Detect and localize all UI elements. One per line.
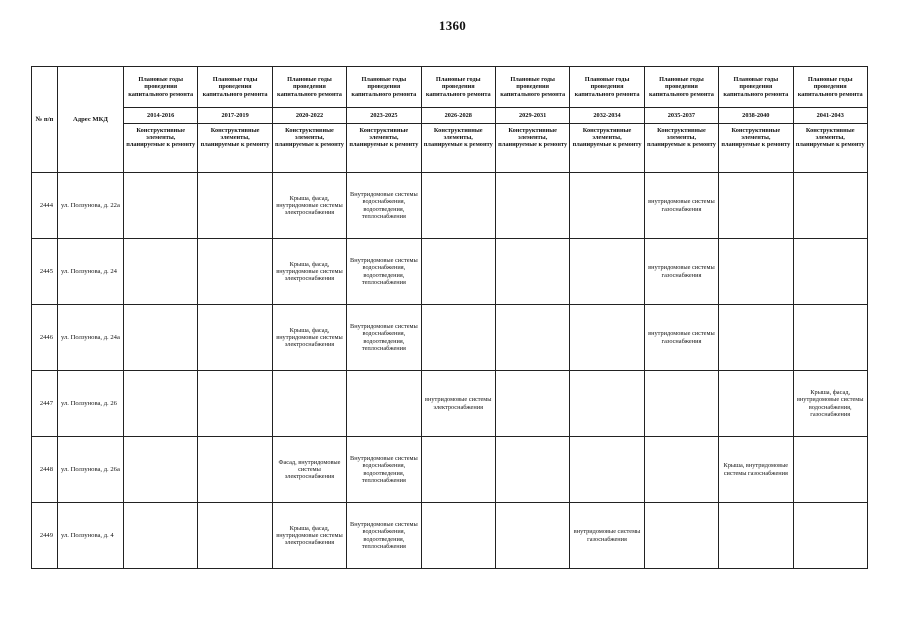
repair-cell (793, 305, 867, 371)
table-row (32, 437, 868, 503)
repair-cell (570, 371, 644, 437)
repair-cell (272, 371, 346, 437)
row-number: 2447 (32, 371, 58, 437)
repair-cell: внутридомовые системы газоснабжения (570, 503, 644, 569)
period-header: Плановые годы проведения капитального ремонта (644, 67, 718, 108)
period-header: Плановые годы проведения капитального ремонта (347, 67, 421, 108)
row-address: ул. Ползунова, д. 24а (58, 305, 124, 371)
elements-header: Конструктивные элементы, планируемые к ремонту (644, 124, 718, 173)
repair-cell (124, 437, 198, 503)
repair-cell (793, 437, 867, 503)
repair-cell (495, 503, 569, 569)
col-address-header: Адрес МКД (58, 67, 124, 173)
repair-cell (198, 239, 272, 305)
repair-cell: Крыша, фасад, внутридомовые системы электроснабжения (272, 239, 346, 305)
repair-cell: Внутридомовые системы водоснабжения, водоотведения, теплоснабжения (347, 503, 421, 569)
repair-cell (198, 173, 272, 239)
repair-cell (793, 173, 867, 239)
row-number: 2445 (32, 239, 58, 305)
repair-cell: внутридомовые системы электроснабжения (421, 371, 495, 437)
row-address: ул. Ползунова, д. 26а (58, 437, 124, 503)
repair-cell (793, 239, 867, 305)
elements-header: Конструктивные элементы, планируемые к ремонту (719, 124, 793, 173)
row-address: ул. Ползунова, д. 22а (58, 173, 124, 239)
elements-header: Конструктивные элементы, планируемые к ремонту (347, 124, 421, 173)
repair-cell: Крыша, фасад, внутридомовые системы электроснабжения (272, 305, 346, 371)
repair-cell (570, 437, 644, 503)
repair-cell (347, 371, 421, 437)
repair-cell: Внутридомовые системы водоснабжения, водоотведения, теплоснабжения (347, 437, 421, 503)
repair-cell: внутридомовые системы газоснабжения (644, 239, 718, 305)
year-range: 2041-2043 (793, 108, 867, 124)
repair-cell (421, 305, 495, 371)
repair-cell (421, 239, 495, 305)
repair-cell (198, 503, 272, 569)
repair-cell (124, 305, 198, 371)
repair-cell: Внутридомовые системы водоснабжения, водоотведения, теплоснабжения (347, 305, 421, 371)
repair-cell: Крыша, фасад, внутридомовые системы электроснабжения (272, 173, 346, 239)
repair-cell (495, 173, 569, 239)
period-header: Плановые годы проведения капитального ремонта (198, 67, 272, 108)
row-number: 2444 (32, 173, 58, 239)
year-range: 2032-2034 (570, 108, 644, 124)
repair-cell (495, 239, 569, 305)
table-row (32, 239, 868, 305)
repair-cell (495, 305, 569, 371)
repair-cell (124, 371, 198, 437)
repair-cell (198, 371, 272, 437)
year-range: 2026-2028 (421, 108, 495, 124)
page-number: 1360 (438, 18, 467, 33)
year-range: 2035-2037 (644, 108, 718, 124)
table-row (32, 371, 868, 437)
row-address: ул. Ползунова, д. 4 (58, 503, 124, 569)
repair-cell (198, 437, 272, 503)
repair-cell (719, 305, 793, 371)
repair-cell: внутридомовые системы газоснабжения (644, 305, 718, 371)
repair-cell (421, 503, 495, 569)
year-range: 2023-2025 (347, 108, 421, 124)
repair-cell (570, 173, 644, 239)
repair-cell (495, 371, 569, 437)
elements-header: Конструктивные элементы, планируемые к ремонту (793, 124, 867, 173)
elements-header: Конструктивные элементы, планируемые к ремонту (272, 124, 346, 173)
repair-cell (421, 437, 495, 503)
table-row (32, 173, 868, 239)
period-header: Плановые годы проведения капитального ремонта (793, 67, 867, 108)
capital-repair-table (31, 66, 868, 569)
repair-cell: Крыша, внутридомовые системы газоснабжения (719, 437, 793, 503)
repair-cell (793, 503, 867, 569)
year-range: 2017-2019 (198, 108, 272, 124)
elements-header: Конструктивные элементы, планируемые к ремонту (124, 124, 198, 173)
repair-cell (719, 239, 793, 305)
repair-cell: внутридомовые системы газоснабжения (644, 173, 718, 239)
repair-cell (719, 371, 793, 437)
period-header: Плановые годы проведения капитального ремонта (421, 67, 495, 108)
repair-cell: Крыша, фасад, внутридомовые системы водоснабжения, газоснабжения (793, 371, 867, 437)
period-header: Плановые годы проведения капитального ремонта (570, 67, 644, 108)
repair-cell (719, 503, 793, 569)
elements-header: Конструктивные элементы, планируемые к ремонту (570, 124, 644, 173)
year-range: 2020-2022 (272, 108, 346, 124)
repair-cell (570, 239, 644, 305)
period-header: Плановые годы проведения капитального ремонта (495, 67, 569, 108)
table-row (32, 503, 868, 569)
row-number: 2449 (32, 503, 58, 569)
row-number: 2448 (32, 437, 58, 503)
repair-cell: Крыша, фасад, внутридомовые системы электроснабжения (272, 503, 346, 569)
year-range: 2038-2040 (719, 108, 793, 124)
repair-cell (124, 503, 198, 569)
period-header: Плановые годы проведения капитального ремонта (719, 67, 793, 108)
row-number: 2446 (32, 305, 58, 371)
year-range: 2014-2016 (124, 108, 198, 124)
repair-cell (644, 371, 718, 437)
repair-cell (124, 173, 198, 239)
repair-cell: Внутридомовые системы водоснабжения, водоотведения, теплоснабжения (347, 173, 421, 239)
elements-header: Конструктивные элементы, планируемые к ремонту (421, 124, 495, 173)
elements-header: Конструктивные элементы, планируемые к ремонту (198, 124, 272, 173)
period-header: Плановые годы проведения капитального ремонта (124, 67, 198, 108)
repair-cell (495, 437, 569, 503)
table-row (32, 305, 868, 371)
repair-cell (644, 503, 718, 569)
year-range: 2029-2031 (495, 108, 569, 124)
row-address: ул. Ползунова, д. 26 (58, 371, 124, 437)
elements-header: Конструктивные элементы, планируемые к ремонту (495, 124, 569, 173)
repair-cell: Внутридомовые системы водоснабжения, водоотведения, теплоснабжения (347, 239, 421, 305)
repair-cell (124, 239, 198, 305)
period-header: Плановые годы проведения капитального ремонта (272, 67, 346, 108)
repair-cell: Фасад, внутридомовые системы электроснабжения (272, 437, 346, 503)
col-num-header: № п/п (32, 67, 58, 173)
repair-cell (198, 305, 272, 371)
repair-cell (719, 173, 793, 239)
repair-cell (644, 437, 718, 503)
repair-cell (570, 305, 644, 371)
repair-cell (421, 173, 495, 239)
row-address: ул. Ползунова, д. 24 (58, 239, 124, 305)
